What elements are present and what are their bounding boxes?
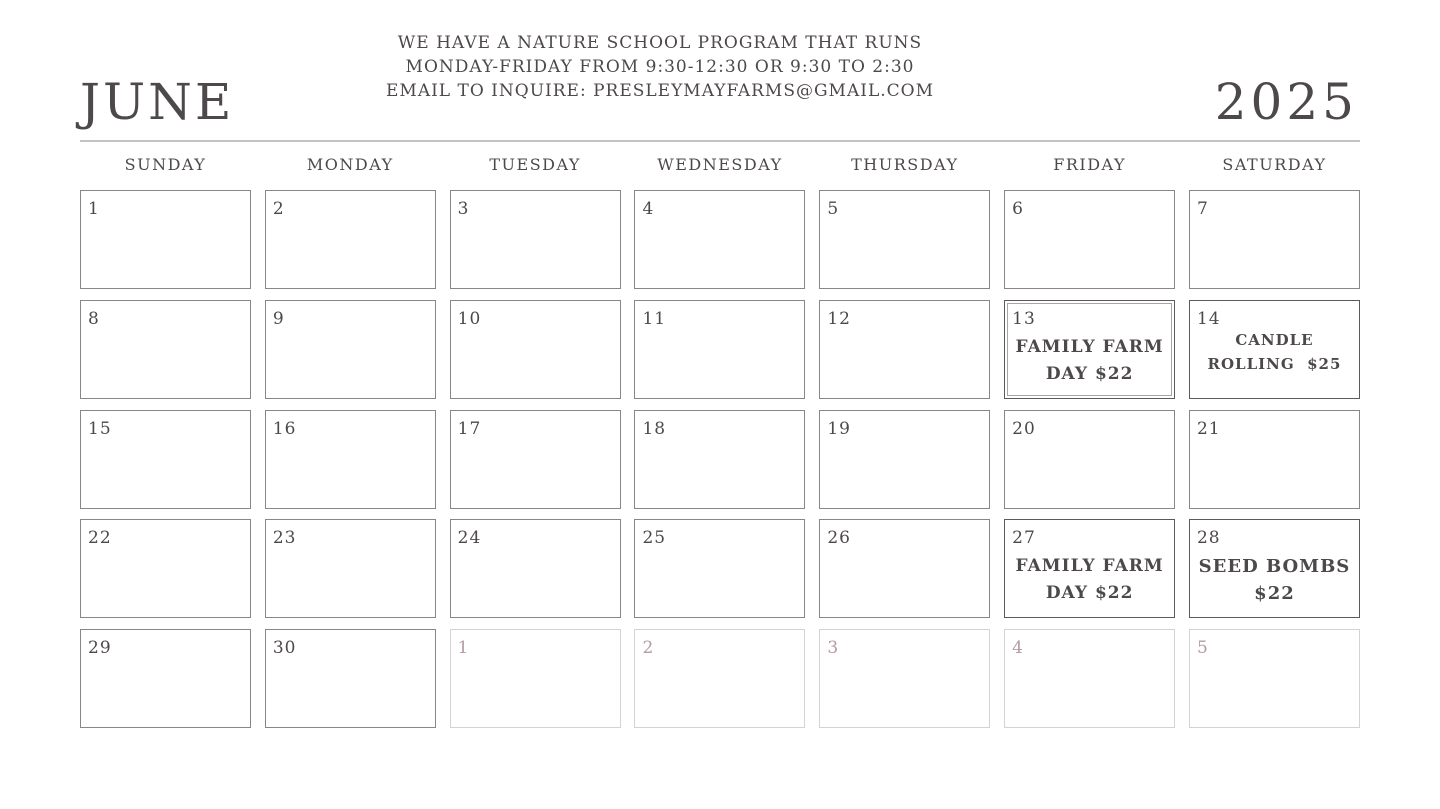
day-cell [80, 190, 251, 289]
day-number: 27 [1012, 528, 1036, 549]
day-number: 17 [457, 418, 482, 439]
day-cell [265, 190, 436, 289]
day-number: 3 [827, 638, 840, 658]
day-cell [634, 410, 805, 509]
event-candle-rolling [1190, 328, 1359, 376]
event-line: DAY $22 [1045, 583, 1134, 604]
day-number: 6 [1012, 199, 1024, 219]
day-number: 2 [272, 199, 285, 219]
day-number: 5 [1196, 638, 1209, 658]
day-number: 22 [88, 528, 112, 549]
day-number: 23 [272, 528, 297, 549]
event-line: ROLLING $25 [1207, 354, 1342, 373]
day-cell [1004, 190, 1175, 289]
day-number: 20 [1012, 418, 1036, 439]
event-seed-bombs [1190, 553, 1359, 607]
weekday-wednesday: WEDNESDAY [657, 155, 783, 174]
day-number: 10 [457, 308, 482, 329]
month-title: JUNE [80, 73, 235, 131]
event-family-farm-day [1005, 334, 1174, 388]
day-number: 21 [1196, 418, 1221, 439]
day-cell [80, 300, 251, 399]
day-cell [80, 519, 251, 618]
day-number: 16 [272, 418, 297, 439]
day-number: 8 [88, 308, 100, 329]
day-number: 18 [642, 418, 667, 439]
day-cell [634, 190, 805, 289]
day-cell [450, 300, 621, 399]
year-title: 2025 [1214, 73, 1358, 131]
day-cell [634, 519, 805, 618]
day-number: 1 [88, 199, 100, 219]
day-cell [1004, 410, 1175, 509]
day-cell [450, 190, 621, 289]
day-number: 4 [1012, 638, 1024, 658]
event-line: CANDLE [1235, 330, 1314, 349]
next-month-day-cell [1189, 629, 1360, 728]
day-cell [80, 410, 251, 509]
day-cell [265, 629, 436, 728]
day-cell-event [1189, 300, 1360, 399]
day-number: 4 [642, 199, 655, 219]
day-cell [265, 410, 436, 509]
weekday-sunday: SUNDAY [124, 155, 207, 174]
event-line: SEED BOMBS [1198, 556, 1351, 578]
event-line: FAMILY FARM [1015, 556, 1164, 577]
day-cell [80, 629, 251, 728]
next-month-day-cell [819, 629, 990, 728]
day-number: 5 [827, 199, 840, 219]
day-number: 13 [1012, 308, 1036, 329]
event-line: $22 [1254, 583, 1295, 605]
weekday-thursday: THURSDAY [851, 155, 959, 174]
day-number: 1 [457, 638, 470, 658]
event-family-farm-day [1005, 553, 1174, 607]
next-month-day-cell [1004, 629, 1175, 728]
day-number: 2 [642, 638, 655, 658]
event-line: FAMILY FARM [1015, 336, 1164, 357]
day-cell [450, 410, 621, 509]
event-line: DAY $22 [1045, 363, 1134, 384]
day-cell [265, 300, 436, 399]
day-number: 28 [1196, 528, 1221, 549]
day-number: 29 [88, 638, 112, 658]
weekday-friday: FRIDAY [1053, 155, 1127, 174]
header-divider [80, 140, 1360, 142]
day-cell [819, 519, 990, 618]
day-cell-event [1189, 519, 1360, 618]
notice-line: WE HAVE A NATURE SCHOOL PROGRAM THAT RUNS [397, 33, 923, 53]
day-cell [819, 190, 990, 289]
nature-school-notice [380, 31, 940, 103]
day-cell-event [1004, 519, 1175, 618]
weekday-header-row [80, 152, 1360, 178]
day-number: 14 [1196, 308, 1221, 329]
day-cell [819, 410, 990, 509]
day-cell [450, 519, 621, 618]
day-cell [819, 300, 990, 399]
day-cell [265, 519, 436, 618]
day-cell-event [1004, 300, 1175, 399]
calendar-grid [80, 190, 1360, 728]
day-number: 7 [1196, 199, 1209, 219]
day-cell [1189, 190, 1360, 289]
day-number: 9 [272, 308, 285, 329]
day-number: 12 [827, 308, 851, 329]
notice-line: MONDAY-FRIDAY FROM 9:30-12:30 OR 9:30 TO 2:30 [405, 57, 915, 77]
notice-line: EMAIL TO INQUIRE: PRESLEYMAYFARMS@GMAIL.COM [386, 81, 934, 101]
day-number: 30 [272, 638, 297, 658]
next-month-day-cell [634, 629, 805, 728]
day-number: 26 [827, 528, 851, 549]
weekday-tuesday: TUESDAY [489, 155, 581, 174]
day-cell [634, 300, 805, 399]
day-number: 24 [457, 528, 482, 549]
day-number: 19 [827, 418, 851, 439]
day-cell [1189, 410, 1360, 509]
day-number: 25 [642, 528, 667, 549]
day-number: 3 [457, 199, 470, 219]
day-number: 15 [88, 418, 112, 439]
weekday-monday: MONDAY [306, 155, 394, 174]
next-month-day-cell [450, 629, 621, 728]
day-number: 11 [642, 308, 667, 329]
weekday-saturday: SATURDAY [1222, 155, 1327, 174]
